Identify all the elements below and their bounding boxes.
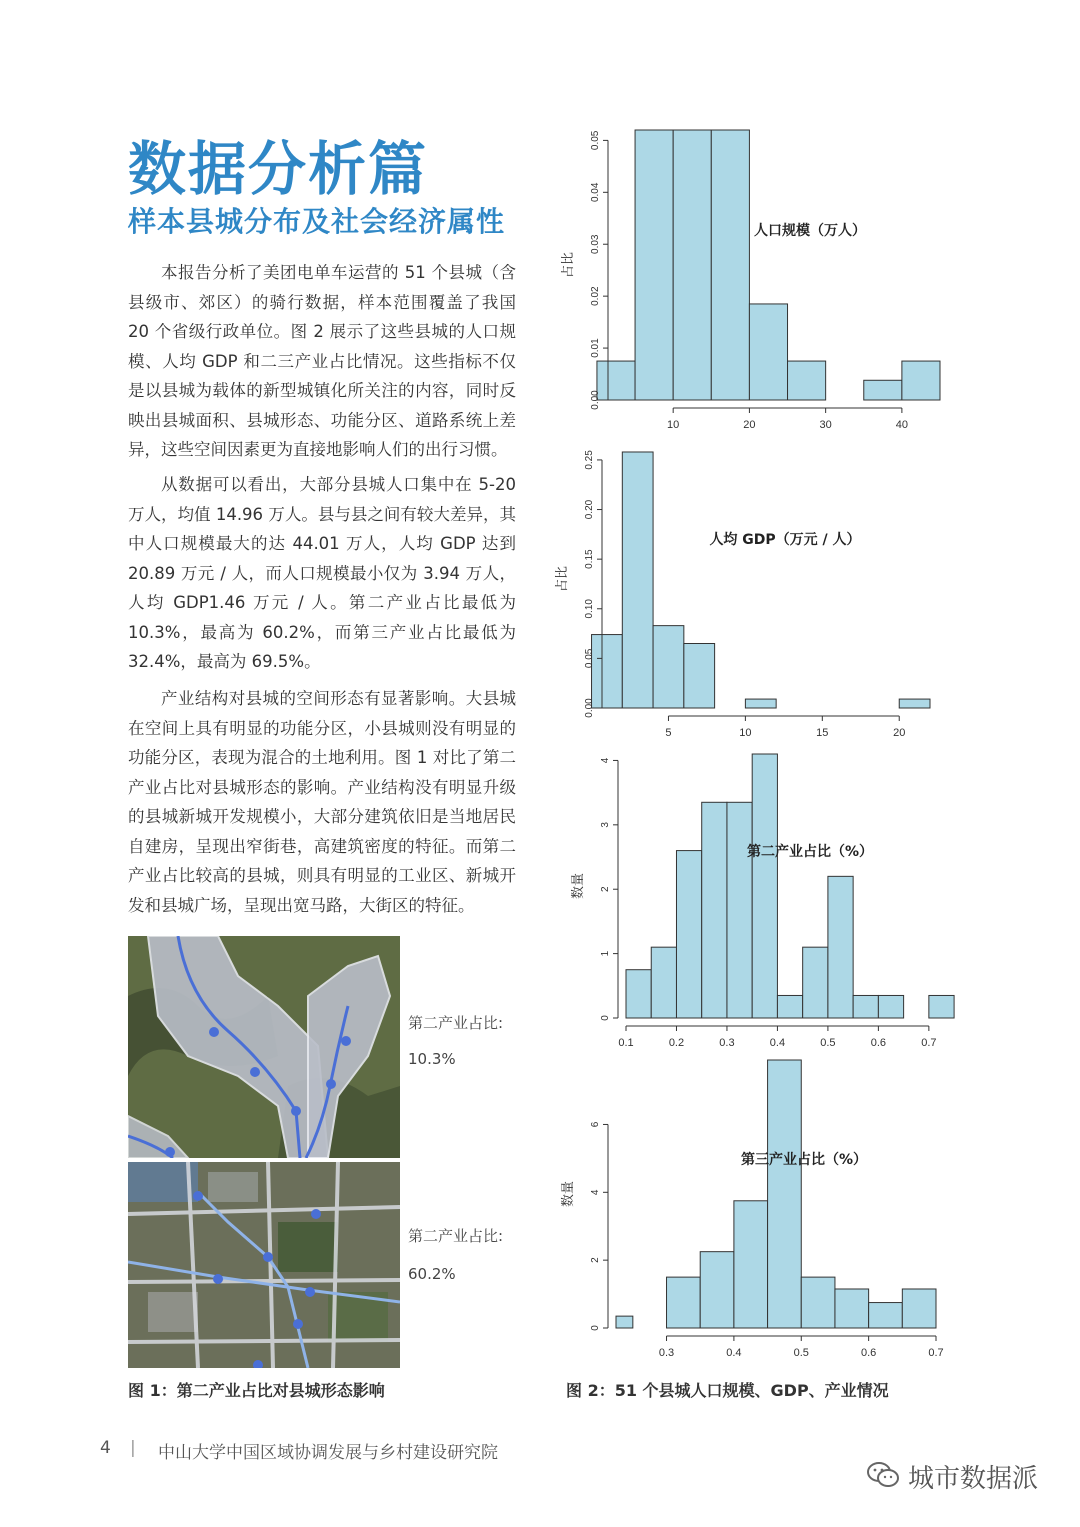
- histogram-bar: [592, 635, 623, 708]
- histogram-bar: [801, 1277, 835, 1328]
- gdp-histogram-svg: [555, 440, 950, 750]
- photo-2-label: 第二产业占比:: [408, 1227, 504, 1245]
- y-axis-label: 占比: [555, 565, 570, 593]
- histogram-bar: [727, 802, 752, 1018]
- histogram-bar: [684, 644, 715, 709]
- x-tick-label: 0.2: [668, 1037, 685, 1049]
- y-tick-label: 0.03: [590, 234, 601, 254]
- wechat-icon: [866, 1460, 900, 1494]
- y-tick-label: 0.00: [584, 698, 595, 718]
- histogram-bar: [745, 699, 776, 708]
- chart-title: 第二产业占比（%）: [746, 844, 874, 860]
- histogram-bar: [828, 876, 853, 1018]
- figure-2-caption: 图 2：51 个县城人口规模、GDP、产业情况: [566, 1381, 889, 1400]
- paragraph-1: 本报告分析了美团电单车运营的 51 个县城（含县级市、郊区）的骑行数据，样本范围覆盖了我国 20 个省级行政单位。图 2 展示了这些县城的人口规模、人均 GDP 和二三产业占比情况。这些指标不仅是以县城为载体的新型城镇化所关注的内容，同时反映出县城面积、县城形态、功能分区、道路系统上差异，这些空间因素更为直接地影响人们的出行习惯。: [128, 263, 516, 459]
- photo-1-label: 第二产业占比:: [408, 1014, 504, 1032]
- x-tick-label: 0.3: [719, 1037, 735, 1049]
- y-tick-label: 3: [600, 822, 611, 828]
- histogram-bar: [651, 947, 676, 1018]
- y-tick-label: 0.15: [584, 549, 595, 569]
- chart-title: 人口规模（万人）: [754, 223, 866, 239]
- tertiary-industry-histogram: [560, 1050, 950, 1372]
- watermark: [866, 1458, 1038, 1495]
- y-tick-label: 0.04: [590, 182, 601, 203]
- histogram-bar: [853, 995, 878, 1018]
- y-tick-label: 0.01: [590, 338, 601, 358]
- tertiary-industry-histogram-svg: [560, 1050, 950, 1372]
- x-tick-label: 30: [819, 419, 832, 431]
- x-tick-label: 0.5: [793, 1347, 809, 1359]
- aerial-photo-low-industry: [128, 936, 400, 1158]
- histogram-bar: [835, 1289, 869, 1328]
- x-tick-label: 20: [893, 727, 906, 739]
- x-tick-label: 0.4: [726, 1347, 742, 1359]
- y-tick-label: 1: [600, 950, 611, 957]
- histogram-bar: [673, 130, 711, 400]
- paragraph-3: 产业结构对县城的空间形态有显著影响。大县城在空间上具有明显的功能分区，小县城则没有明显的功能分区，表现为混合的土地利用。图 1 对比了第二产业占比对县城形态的影响。产业结构没有明显升级的县城新城开发规模小，大部分建筑依旧是当地居民自建房，呈现出窄街巷，高建筑密度的特征。而第二产业占比较高的县城，则具有明显的工业区、新城开发和县城广场，呈现出宽马路，大街区的特征。: [128, 689, 516, 915]
- histogram-bar: [702, 802, 727, 1018]
- watermark-text: 城市数据派: [908, 1464, 1039, 1494]
- x-tick-label: 0.4: [769, 1037, 786, 1049]
- x-tick-label: 5: [665, 727, 672, 739]
- x-tick-label: 40: [895, 419, 909, 431]
- histogram-bar: [653, 626, 684, 708]
- chart-title: 人均 GDP（万元 / 人）: [709, 532, 861, 548]
- histogram-bar: [700, 1252, 734, 1328]
- y-tick-label: 0.05: [584, 648, 595, 669]
- secondary-industry-histogram-svg: [560, 746, 950, 1062]
- histogram-bar: [902, 1289, 936, 1328]
- x-tick-label: 20: [743, 419, 756, 431]
- x-tick-label: 15: [816, 727, 829, 739]
- y-tick-label: 4: [590, 1189, 601, 1196]
- x-tick-label: 0.6: [870, 1037, 887, 1049]
- y-tick-label: 0: [590, 1325, 601, 1331]
- y-tick-label: 2: [590, 1257, 601, 1263]
- y-tick-label: 0.02: [590, 286, 601, 306]
- histogram-bar: [711, 130, 749, 400]
- histogram-bar: [626, 970, 651, 1018]
- page-title: 数据分析篇: [128, 135, 429, 203]
- x-tick-label: 0.7: [921, 1037, 937, 1049]
- histogram-bar: [899, 699, 930, 708]
- photo-2-value: 60.2%: [408, 1265, 456, 1283]
- histogram-bar: [777, 995, 802, 1018]
- histogram-bar: [869, 1303, 903, 1328]
- histogram-bar: [902, 361, 940, 400]
- y-tick-label: 0.10: [584, 599, 595, 619]
- gdp-histogram: [555, 440, 950, 750]
- y-tick-label: 0.05: [590, 130, 601, 151]
- page-number: 4: [100, 1438, 111, 1458]
- histogram-bar: [597, 361, 635, 400]
- histogram-bar: [752, 754, 777, 1018]
- chart-title: 第三产业占比（%）: [740, 1152, 868, 1168]
- histogram-bar: [734, 1201, 768, 1328]
- y-axis-label: 数量: [571, 872, 586, 900]
- paragraph-2: 从数据可以看出，大部分县城人口集中在 5-20 万人，均值 14.96 万人。县与县之间有较大差异，其中人口规模最大的达 44.01 万人，人均 GDP 达到 20.89 万元 / 人，而人口规模最小仅为 3.94 万人，人均 GDP1.46 万元 / 人。第二产业占比最低为 10.3%，最高为 60.2%，而第三产业占比最低为 32.4%，最高为 69.5%。: [128, 475, 516, 671]
- footer-institution: 中山大学中国区域协调发展与乡村建设研究院: [158, 1443, 498, 1463]
- x-tick-label: 0.6: [860, 1347, 877, 1359]
- figure-1-caption: 图 1：第二产业占比对县城形态影响: [128, 1381, 385, 1400]
- x-tick-label: 0.7: [928, 1347, 944, 1359]
- histogram-bar: [635, 130, 673, 400]
- x-tick-label: 10: [739, 727, 752, 739]
- photo-1-value: 10.3%: [408, 1050, 456, 1068]
- x-tick-label: 0.5: [820, 1037, 836, 1049]
- histogram-bar: [788, 361, 826, 400]
- histogram-bar: [676, 851, 701, 1018]
- y-tick-label: 0.20: [584, 499, 595, 520]
- aerial-photo-high-industry: [128, 1162, 400, 1368]
- footer-separator: |: [130, 1438, 136, 1458]
- y-tick-label: 0: [600, 1015, 611, 1021]
- y-tick-label: 2: [600, 886, 611, 893]
- y-tick-label: 0.25: [584, 450, 595, 470]
- histogram-bar: [803, 947, 828, 1018]
- histogram-bar: [929, 995, 954, 1018]
- y-axis-label: 数量: [561, 1180, 576, 1208]
- histogram-bar: [667, 1277, 701, 1328]
- y-axis-label: 占比: [561, 251, 576, 279]
- histogram-bar: [878, 995, 903, 1018]
- population-histogram: [560, 118, 950, 440]
- x-tick-label: 10: [667, 419, 680, 431]
- y-tick-label: 4: [600, 757, 611, 764]
- x-tick-label: 0.1: [618, 1037, 634, 1049]
- y-tick-label: 6: [590, 1121, 601, 1128]
- secondary-industry-histogram: [560, 746, 950, 1062]
- histogram-bar: [768, 1060, 802, 1328]
- histogram-bar: [749, 304, 787, 400]
- histogram-bar: [864, 380, 902, 400]
- histogram-bar: [616, 1316, 633, 1328]
- page-subtitle: 样本县城分布及社会经济属性: [128, 205, 506, 238]
- x-tick-label: 0.3: [658, 1347, 675, 1359]
- population-histogram-svg: [560, 118, 950, 440]
- histogram-bar: [622, 452, 653, 708]
- y-tick-label: 0.00: [590, 390, 601, 410]
